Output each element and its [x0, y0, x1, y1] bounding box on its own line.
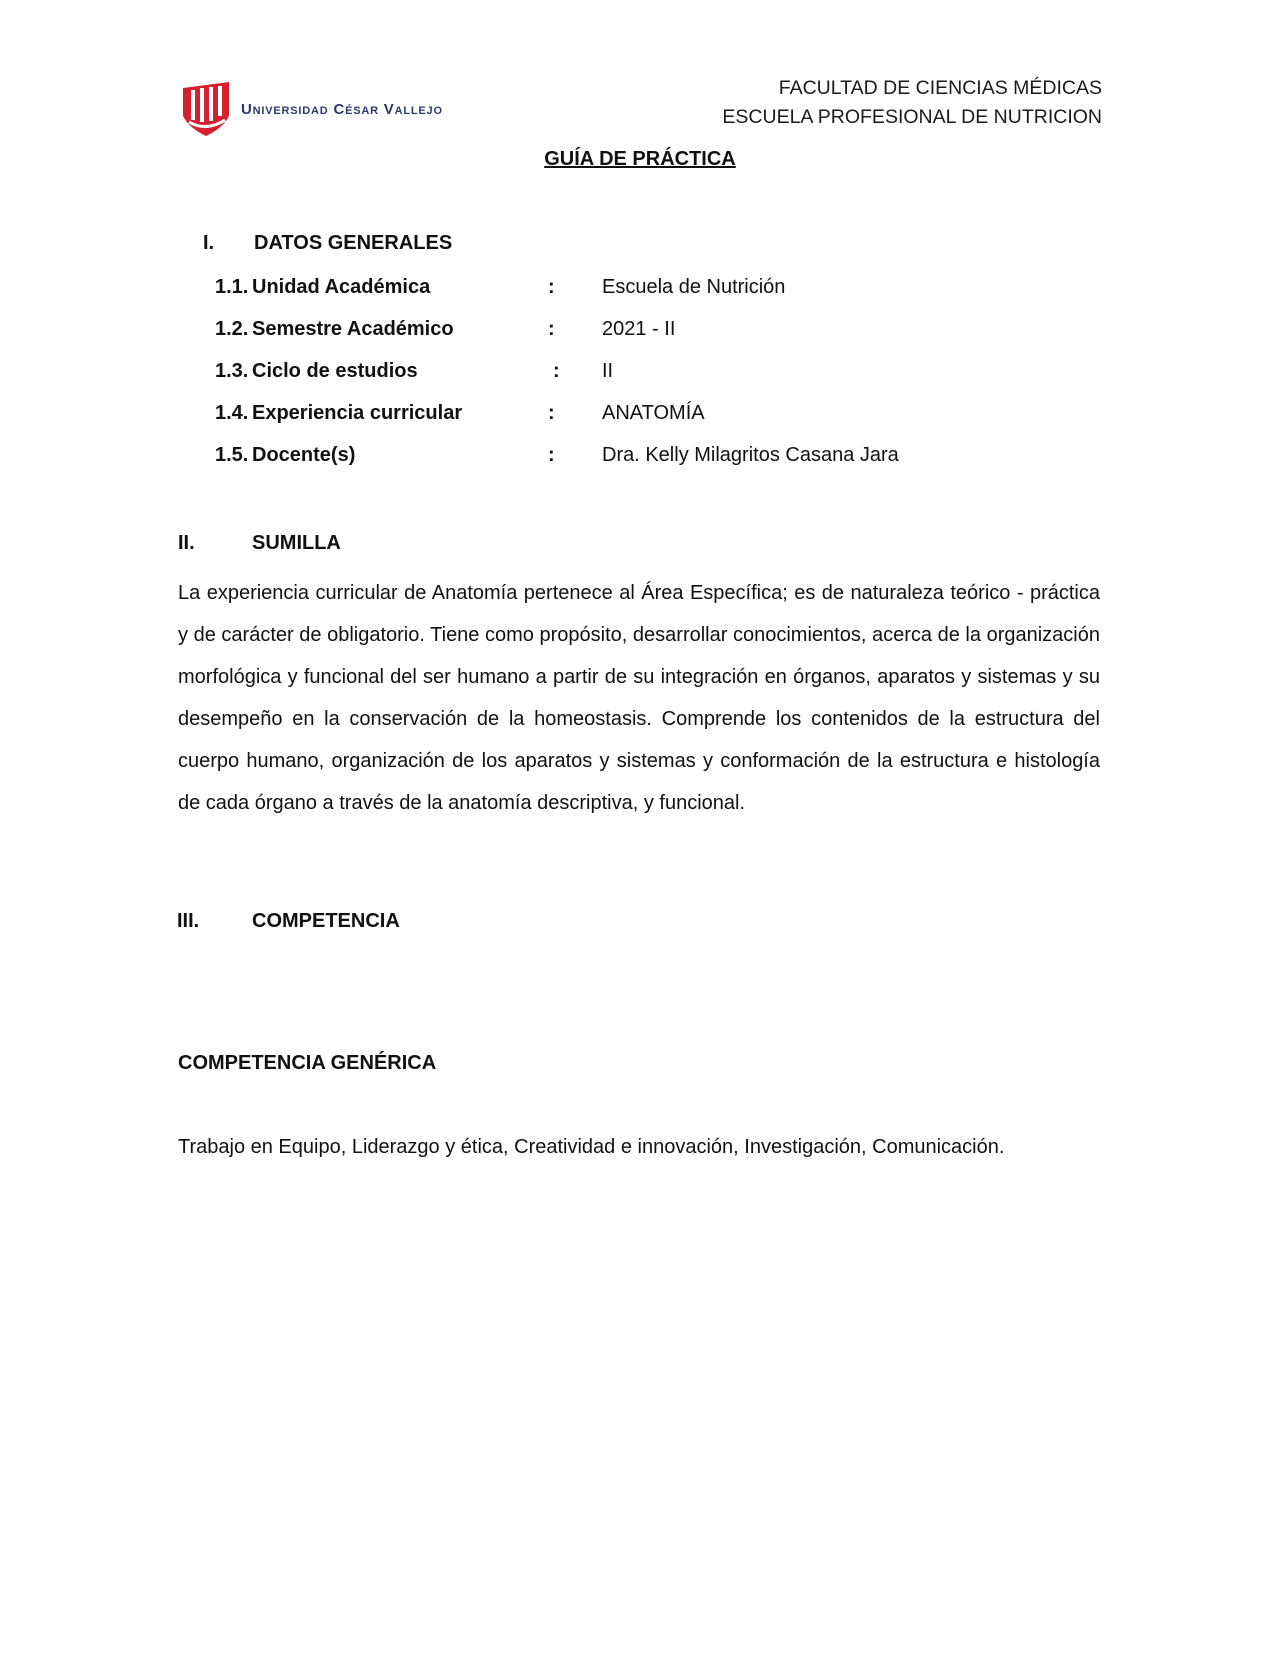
- datos-value: 2021 - II: [602, 318, 676, 340]
- datos-label: Docente(s): [252, 444, 356, 466]
- datos-value: Escuela de Nutrición: [602, 276, 786, 298]
- university-logo: [183, 82, 443, 136]
- section-title: COMPETENCIA: [252, 910, 400, 932]
- competencia-generica-text: Trabajo en Equipo, Liderazgo y ética, Creatividad e innovación, Investigación, Comunicación.: [178, 1136, 1005, 1158]
- datos-value: II: [602, 360, 614, 382]
- section-number: I.: [203, 232, 215, 254]
- datos-number: 1.4.: [215, 402, 249, 424]
- datos-number: 1.5.: [215, 444, 249, 466]
- datos-label: Semestre Académico: [252, 318, 454, 340]
- datos-row: [0, 318, 1280, 348]
- datos-row: [0, 402, 1280, 432]
- ucv-shield-icon: [183, 82, 229, 136]
- datos-number: 1.1.: [215, 276, 249, 298]
- datos-label: Unidad Académica: [252, 276, 431, 298]
- section-title: DATOS GENERALES: [254, 232, 453, 254]
- logo-text: Universidad César Vallejo: [241, 100, 443, 118]
- datos-colon: :: [553, 360, 560, 382]
- datos-number: 1.2.: [215, 318, 249, 340]
- datos-colon: :: [548, 402, 555, 424]
- datos-row: [0, 276, 1280, 306]
- datos-colon: :: [548, 318, 555, 340]
- datos-label: Experiencia curricular: [252, 402, 463, 424]
- datos-value: Dra. Kelly Milagritos Casana Jara: [602, 444, 899, 466]
- datos-value: ANATOMÍA: [602, 402, 705, 424]
- datos-colon: :: [548, 444, 555, 466]
- competencia-generica-title: COMPETENCIA GENÉRICA: [178, 1052, 437, 1074]
- datos-colon: :: [548, 276, 555, 298]
- section-number: II.: [178, 532, 195, 554]
- faculty-name: FACULTAD DE CIENCIAS MÉDICAS: [778, 77, 1102, 99]
- school-name: ESCUELA PROFESIONAL DE NUTRICION: [722, 106, 1102, 128]
- datos-row: [0, 444, 1280, 474]
- datos-number: 1.3.: [215, 360, 249, 382]
- sumilla-paragraph: La experiencia curricular de Anatomía pertenece al Área Específica; es de naturaleza teórico - práctica y de carácter de obligatorio. Tiene como propósito, desarrollar conocimientos, acerca de la organización morfológica y funcional del ser humano a partir de su integración en órganos, aparatos y sistemas y su desempeño en la conservación de la homeostasis. Comprende los contenidos de la estructura del cuerpo humano, organización de los aparatos y sistemas y conformación de la estructura e histología de cada órgano a través de la anatomía descriptiva, y funcional.: [178, 582, 1100, 814]
- document-title: GUÍA DE PRÁCTICA: [544, 148, 736, 170]
- datos-row: [0, 360, 1280, 390]
- header-right: [722, 74, 1102, 132]
- datos-label: Ciclo de estudios: [252, 360, 418, 382]
- section-number: III.: [177, 910, 200, 932]
- section-title: SUMILLA: [252, 532, 341, 554]
